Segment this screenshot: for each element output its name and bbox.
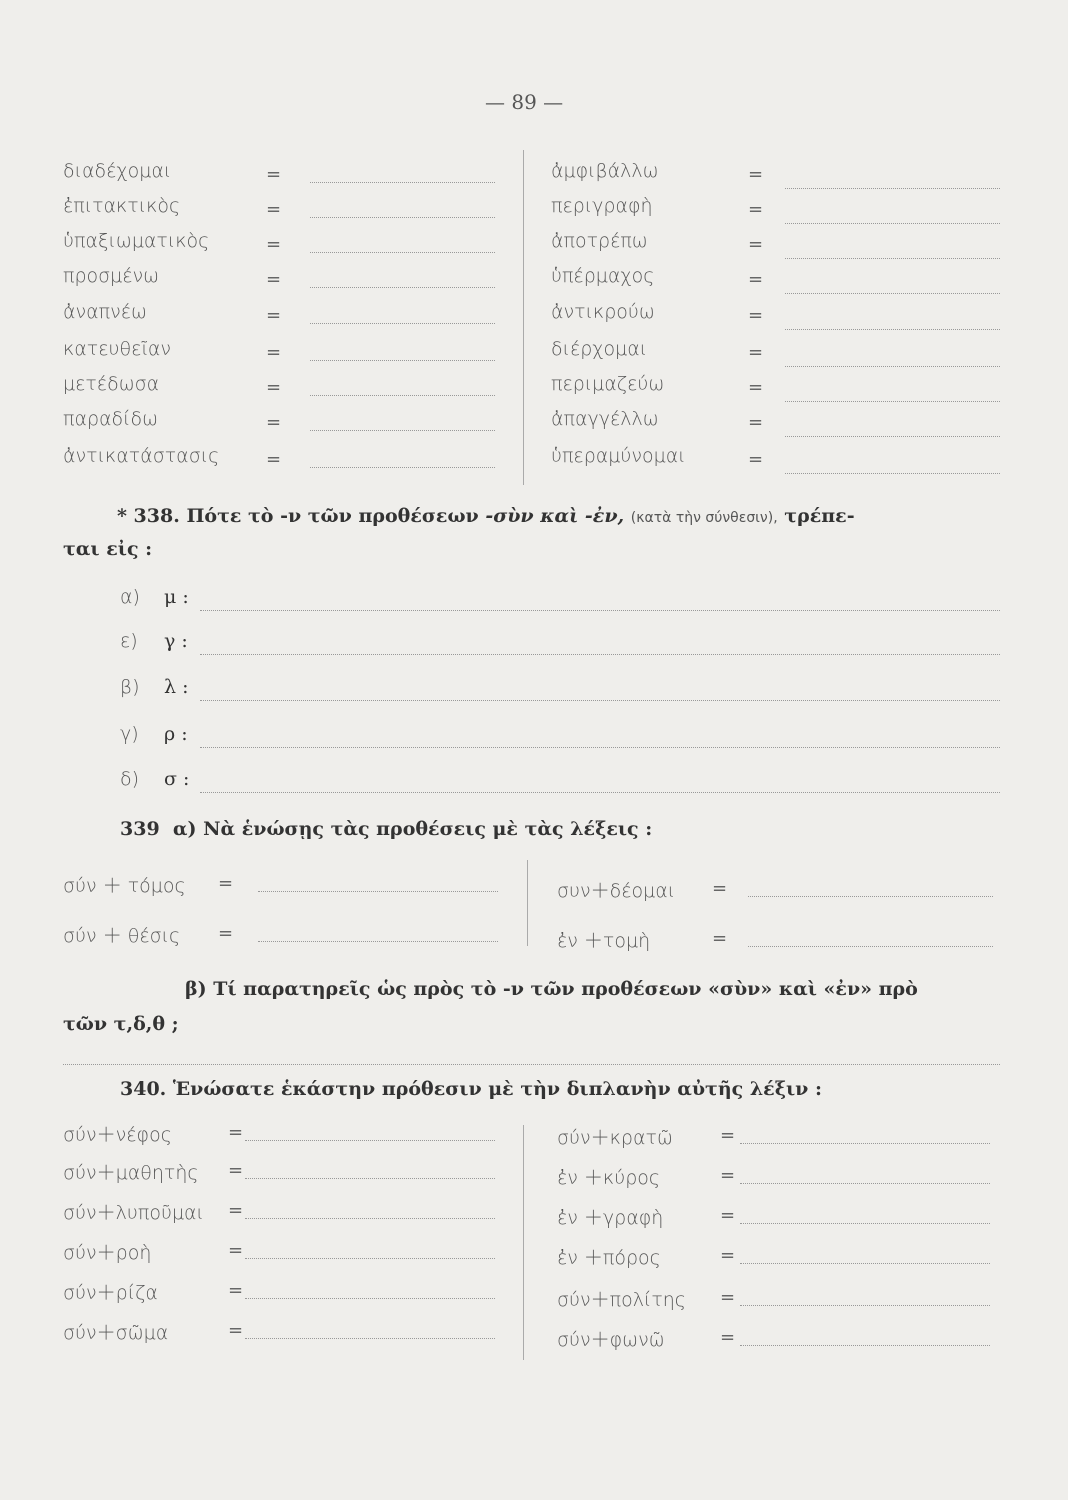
equals-sign: =: [228, 1122, 244, 1143]
vocab-word: παραδίδω: [63, 408, 159, 430]
equals-sign: =: [720, 1125, 736, 1146]
equals-sign: =: [228, 1240, 244, 1261]
vocab-word: προσμένω: [63, 265, 160, 287]
equals-sign: =: [720, 1327, 736, 1348]
column-divider: [523, 150, 524, 485]
answer-line[interactable]: [748, 946, 993, 947]
answer-line[interactable]: [200, 700, 1000, 701]
vocab-word: ἀπαγγέλλω: [551, 408, 659, 430]
item-label: β): [120, 676, 140, 698]
answer-line[interactable]: [310, 252, 495, 253]
answer-line[interactable]: [748, 896, 993, 897]
exercise-339-heading: [120, 818, 652, 840]
item-letter: λ :: [164, 676, 189, 698]
word-combination: ἐν ＋γραφὴ: [557, 1207, 664, 1229]
vocab-word: διαδέχομαι: [63, 160, 172, 182]
word-combination: σύν＋φωνῶ: [557, 1329, 665, 1351]
answer-line[interactable]: [310, 323, 495, 324]
heading-text: α) Νὰ ἑνώσῃς τὰς προθέσεις μὲ τὰς λέξεις :: [172, 818, 653, 840]
exercise-339-question-b: β) Τί παρατηρεῖς ὡς πρὸς τὸ -ν τῶν προθέσεων «σὺν» καὶ «ἐν» πρὸ: [185, 978, 918, 1000]
heading-syn: -σὺν καὶ: [485, 505, 579, 527]
equals-sign: =: [266, 449, 282, 470]
column-divider: [523, 1125, 524, 1360]
item-letter: μ :: [164, 586, 189, 608]
equals-sign: =: [720, 1287, 736, 1308]
equals-sign: =: [720, 1205, 736, 1226]
answer-line[interactable]: [200, 792, 1000, 793]
vocab-word: ἀναπνέω: [63, 301, 147, 323]
heading-text-end: τρέπε-: [784, 505, 855, 527]
answer-line[interactable]: [740, 1223, 990, 1224]
word-combination: συν＋δέομαι: [557, 880, 676, 902]
answer-line[interactable]: [310, 430, 495, 431]
vocab-word: διέρχομαι: [551, 338, 648, 360]
answer-line[interactable]: [785, 223, 1000, 224]
equals-sign: =: [266, 305, 282, 326]
equals-sign: =: [228, 1320, 244, 1341]
answer-line[interactable]: [310, 217, 495, 218]
answer-line[interactable]: [245, 1218, 495, 1219]
answer-line[interactable]: [740, 1263, 990, 1264]
word-combination: σύν＋σῶμα: [63, 1322, 169, 1344]
word-combination: ἐν ＋τομὴ: [557, 930, 651, 952]
heading-text: Πότε τὸ -ν τῶν προθέσεων: [186, 505, 479, 527]
answer-line[interactable]: [785, 401, 1000, 402]
exercise-338-heading-line2: ται εἰς :: [63, 538, 153, 560]
answer-line[interactable]: [258, 941, 498, 942]
answer-line[interactable]: [200, 610, 1000, 611]
item-letter: ρ :: [164, 723, 188, 745]
vocab-word: ἐπιτακτικὸς: [63, 195, 181, 217]
vocab-word: ὑπέρμαχος: [551, 265, 655, 287]
item-letter: σ :: [164, 768, 190, 790]
equals-sign: =: [266, 234, 282, 255]
word-combination: σύν＋ρίζα: [63, 1282, 158, 1304]
word-combination: σύν＋ροὴ: [63, 1242, 152, 1264]
equals-sign: =: [266, 412, 282, 433]
equals-sign: =: [712, 878, 728, 899]
equals-sign: =: [748, 234, 764, 255]
item-label: α): [120, 586, 140, 608]
equals-sign: =: [266, 164, 282, 185]
answer-line[interactable]: [245, 1178, 495, 1179]
column-divider: [527, 860, 528, 946]
item-label: ε): [120, 630, 138, 652]
vocab-word: ἀντικρούω: [551, 301, 655, 323]
word-combination: σύν＋μαθητὴς: [63, 1162, 199, 1184]
equals-sign: =: [712, 928, 728, 949]
equals-sign: =: [720, 1165, 736, 1186]
equals-sign: =: [218, 923, 234, 944]
answer-line[interactable]: [785, 436, 1000, 437]
answer-line[interactable]: [310, 287, 495, 288]
answer-line[interactable]: [310, 467, 495, 468]
word-combination: σύν＋πολίτης: [557, 1289, 686, 1311]
heading-paren: (κατὰ τὴν σύνθεσιν),: [630, 510, 778, 526]
equals-sign: =: [228, 1200, 244, 1221]
word-combination: σύν＋κρατῶ: [557, 1127, 673, 1149]
vocab-word: μετέδωσα: [63, 373, 160, 395]
answer-line[interactable]: [245, 1258, 495, 1259]
equals-sign: =: [748, 269, 764, 290]
exercise-338-heading: [117, 505, 855, 527]
vocab-word: ἀντικατάστασις: [63, 445, 220, 467]
equals-sign: =: [748, 412, 764, 433]
equals-sign: =: [748, 164, 764, 185]
answer-line[interactable]: [310, 395, 495, 396]
vocab-word: ἀποτρέπω: [551, 230, 648, 252]
answer-line[interactable]: [63, 1064, 1000, 1065]
answer-line[interactable]: [785, 293, 1000, 294]
exercise-339-question-b-line2: τῶν τ,δ,θ ;: [63, 1013, 179, 1035]
equals-sign: =: [748, 342, 764, 363]
equals-sign: =: [748, 449, 764, 470]
answer-line[interactable]: [740, 1305, 990, 1306]
word-combination: ἐν ＋πόρος: [557, 1247, 661, 1269]
answer-line[interactable]: [740, 1345, 990, 1346]
vocab-word: κατευθεῖαν: [63, 338, 171, 360]
word-combination: σύν ＋ τόμος: [63, 875, 186, 897]
answer-line[interactable]: [785, 258, 1000, 259]
answer-line[interactable]: [245, 1140, 495, 1141]
answer-line[interactable]: [310, 360, 495, 361]
equals-sign: =: [748, 377, 764, 398]
item-label: δ): [120, 768, 140, 790]
word-combination: ἐν ＋κύρος: [557, 1167, 661, 1189]
answer-line[interactable]: [245, 1298, 495, 1299]
vocab-word: περιμαζεύω: [551, 373, 665, 395]
exercise-number: * 338.: [117, 505, 180, 527]
answer-line[interactable]: [785, 473, 1000, 474]
vocab-word: περιγραφὴ: [551, 195, 653, 217]
answer-line[interactable]: [258, 891, 498, 892]
equals-sign: =: [748, 305, 764, 326]
item-letter: γ :: [164, 630, 188, 652]
page-number: — 89 —: [485, 90, 564, 114]
exercise-340-heading: 340. Ἑνώσατε ἑκάστην πρόθεσιν μὲ τὴν διπλανὴν αὐτῆς λέξιν :: [120, 1078, 822, 1100]
answer-line[interactable]: [310, 182, 495, 183]
word-combination: σύν ＋ θέσις: [63, 925, 181, 947]
vocab-word: ἀμφιβάλλω: [551, 160, 659, 182]
equals-sign: =: [266, 199, 282, 220]
exercise-number: 339: [120, 818, 160, 840]
equals-sign: =: [228, 1160, 244, 1181]
vocab-word: ὑπαξιωματικὸς: [63, 230, 210, 252]
answer-line[interactable]: [245, 1338, 495, 1339]
equals-sign: =: [218, 873, 234, 894]
answer-line[interactable]: [200, 654, 1000, 655]
equals-sign: =: [266, 342, 282, 363]
equals-sign: =: [266, 269, 282, 290]
answer-line[interactable]: [200, 747, 1000, 748]
equals-sign: =: [720, 1245, 736, 1266]
vocab-word: ὑπεραμύνομαι: [551, 445, 686, 467]
answer-line[interactable]: [740, 1183, 990, 1184]
answer-line[interactable]: [740, 1143, 990, 1144]
answer-line[interactable]: [785, 188, 1000, 189]
word-combination: σύν＋νέφος: [63, 1124, 172, 1146]
equals-sign: =: [228, 1280, 244, 1301]
item-label: γ): [120, 723, 139, 745]
equals-sign: =: [266, 377, 282, 398]
word-combination: σύν＋λυποῦμαι: [63, 1202, 204, 1224]
answer-line[interactable]: [785, 329, 1000, 330]
heading-en: -ἐν,: [584, 505, 625, 527]
equals-sign: =: [748, 199, 764, 220]
answer-line[interactable]: [785, 366, 1000, 367]
